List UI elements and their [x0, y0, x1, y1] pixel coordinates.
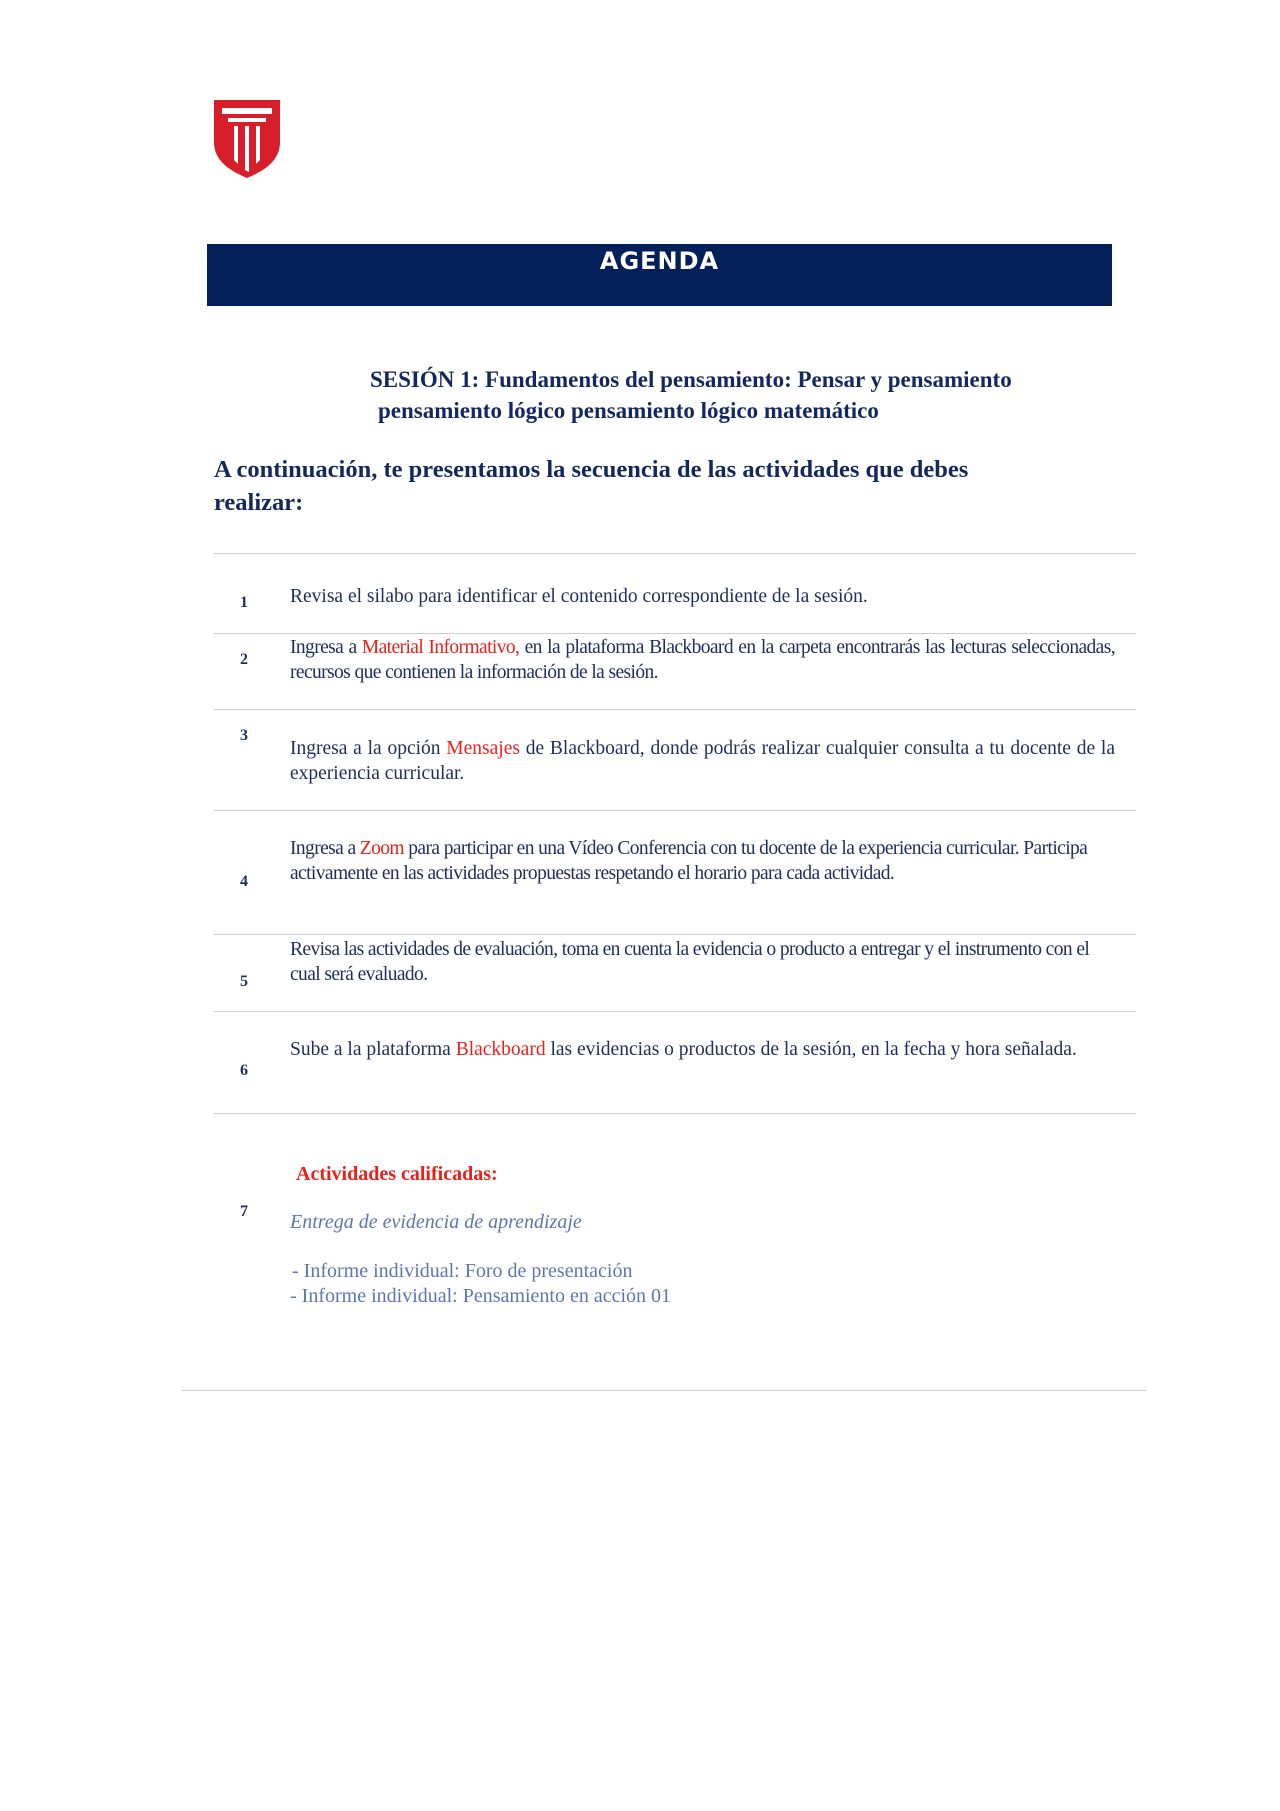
step-text: [290, 836, 1115, 886]
step-highlight: Blackboard: [455, 1039, 546, 1060]
divider: [182, 1390, 1146, 1391]
divider: [214, 553, 1136, 554]
step-number: 4: [240, 873, 248, 890]
divider: [214, 633, 1136, 634]
divider: [214, 934, 1136, 935]
step-highlight: Zoom: [359, 838, 404, 859]
session-title-line1: SESIÓN 1: Fundamentos del pensamiento: Pensar y pensamiento: [370, 367, 1012, 392]
divider: [214, 810, 1136, 811]
step-number: 7: [240, 1203, 248, 1220]
intro-text: A continuación, te presentamos la secuencia de las actividades que debes realizar:: [214, 456, 969, 516]
step-text: [290, 1037, 1115, 1062]
step-text-pre: Sube a la plataforma: [290, 1039, 456, 1060]
step-text-pre: Ingresa a la opción: [290, 738, 447, 759]
divider: [214, 1113, 1136, 1114]
step-number: 6: [240, 1062, 248, 1079]
step-text-post: de Blackboard, donde podrás realizar cualquier consulta a tu docente de la experiencia curricular.: [290, 738, 1115, 784]
step-text-pre: Ingresa a: [290, 838, 360, 859]
evidence-subtitle: Entrega de evidencia de aprendizaje: [290, 1211, 582, 1233]
step-highlight: Mensajes: [446, 738, 520, 759]
step-text: [290, 635, 1115, 685]
graded-item: - Informe individual: Foro de presentación: [292, 1260, 633, 1282]
step-text-post: en la plataforma Blackboard en la carpeta encontrarás las lecturas seleccionadas, recursos que contienen la información de la sesión.: [290, 637, 1115, 683]
step-highlight: Material Informativo,: [361, 637, 520, 658]
university-shield-logo: [214, 100, 280, 178]
session-title-line2: pensamiento lógico pensamiento lógico matemático: [378, 398, 879, 423]
step-text: [290, 736, 1115, 786]
agenda-banner: [207, 244, 1112, 306]
step-text: Revisa las actividades de evaluación, toma en cuenta la evidencia o producto a entregar y el instrumento con el cual será evaluado.: [290, 939, 1090, 985]
graded-activities-title: Actividades calificadas:: [296, 1163, 498, 1185]
step-number: 1: [240, 594, 248, 611]
agenda-title: AGENDA: [599, 247, 720, 275]
step-number: 5: [240, 973, 248, 990]
step-text: Revisa el silabo para identificar el contenido correspondiente de la sesión.: [290, 586, 868, 607]
session-title: [370, 364, 1130, 426]
divider: [214, 1011, 1136, 1012]
step-text-pre: Ingresa a: [290, 637, 362, 658]
step-number: 2: [240, 651, 248, 668]
step-text-post: para participar en una Vídeo Conferencia con tu docente de la experiencia curricular. Participa activamente en las actividades propuestas respetando el horario para cada actividad.: [290, 838, 1088, 884]
step-number: 3: [240, 727, 248, 744]
divider: [214, 709, 1136, 710]
step-text-post: las evidencias o productos de la sesión, en la fecha y hora señalada.: [545, 1039, 1077, 1060]
graded-item: - Informe individual: Pensamiento en acción 01: [290, 1285, 672, 1307]
